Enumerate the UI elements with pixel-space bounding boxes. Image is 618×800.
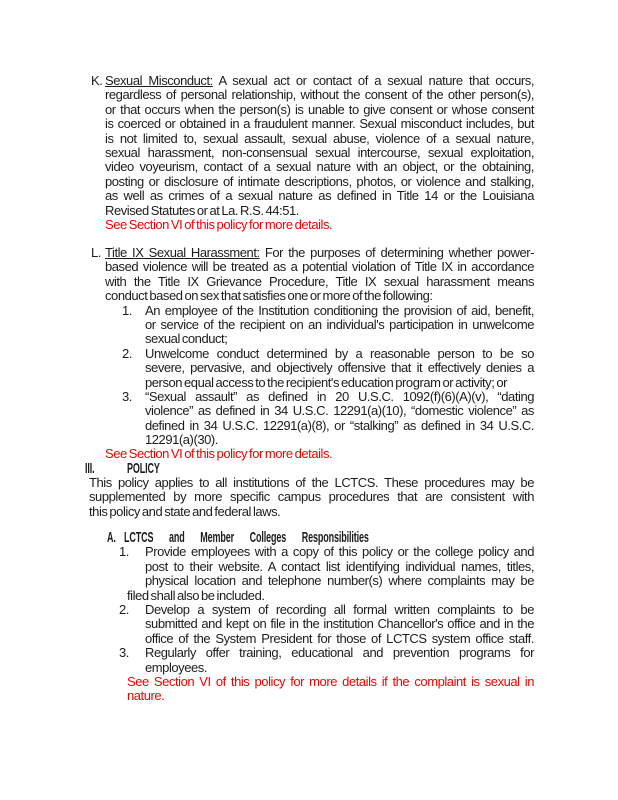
text-line: is coerced or obtained in a fraudulent manner. Sexual misconduct includes, but (105, 116, 534, 132)
text-line: post to their website. A contact list identifying individual names, titles, (145, 558, 534, 574)
list-marker: 2. (119, 601, 129, 617)
text-line: 1. An employee of the Institution conditioning the provision of aid, benefit, (122, 302, 534, 318)
text-line: regardless of personal relationship, without the consent of the other person(s), (105, 87, 534, 103)
text-line: or that occurs when the person(s) is unable to give consent or whose consent (105, 101, 534, 117)
text-line: or service of the recipient on an individual's participation in unwelcome (145, 316, 534, 332)
list-marker: L. (91, 245, 101, 260)
section-l-title-ix-sexual-harassment (91, 245, 534, 462)
underlined-term: Title IX Sexual Harassment: (105, 245, 260, 260)
text-line: is not limited to, sexual assault, sexual abuse, violence of a sexual nature, (105, 130, 534, 146)
section-k-sexual-misconduct (91, 73, 535, 232)
text-line: submitted and kept on file in the institution Chancellor's office and in the (145, 616, 534, 632)
text-line: 12291(a)(30). (145, 432, 218, 448)
text-line: this policy and state and federal laws. (89, 503, 281, 519)
text-line: conduct based on sex that satisfies one or more of the following: (105, 288, 433, 304)
text-line: based violence will be treated as a potential violation of Title IX in accordance (105, 259, 534, 275)
note-line: nature. (127, 688, 165, 704)
text-line: defined in 34 U.S.C. 12291(a)(8), or “stalking” as defined in 34 U.S.C. (145, 417, 534, 433)
text-line: K. Sexual Misconduct: A sexual act or contact of a sexual nature that occurs, (91, 73, 535, 88)
note-line: See Section VI of this policy for more details if the complaint is sexual in (127, 673, 534, 689)
section-a-marker: A. (107, 529, 116, 546)
list-marker: 3. (122, 388, 132, 404)
text-line: Revised Statutes or at La. R.S. 44:51. (105, 202, 299, 218)
list-marker: 1. (119, 544, 129, 560)
text-line: filed shall also be included. (127, 587, 265, 603)
section-a-responsibilities (107, 531, 534, 704)
underlined-term: Sexual Misconduct: (105, 73, 213, 88)
note-line: See Section VI of this policy for more details. (105, 216, 333, 232)
text-line: severe, pervasive, and objectively offensive that it effectively denies a (145, 360, 534, 376)
section-iii-body (89, 476, 534, 519)
text-line: physical location and telephone number(s) where complaints may be (145, 573, 534, 589)
text-line: video voyeurism, contact of a sexual nature with an object, or the obtaining, (105, 159, 534, 175)
text-line: 3. “Sexual assault” as defined in 20 U.S.C. 1092(f)(6)(A)(v), “dating (122, 388, 534, 404)
text-line: 1. Provide employees with a copy of this policy or the college policy and (119, 544, 534, 560)
list-marker: 2. (122, 345, 132, 361)
text-line: office of the System President for those of LCTCS system office staff. (145, 630, 534, 646)
text-line: employees. (145, 659, 207, 675)
text-line: person equal access to the recipient's education program or activity; or (145, 374, 508, 390)
text-line: 2. Unwelcome conduct determined by a reasonable person to be so (122, 345, 534, 361)
section-a-heading-text: LCTCS and Member Colleges Responsibilities (124, 529, 369, 546)
text-line: 2. Develop a system of recording all formal written complaints to be (119, 601, 534, 617)
text-line: posting or disclosure of intimate descriptions, photos, or violence and stalking, (105, 173, 534, 189)
list-marker: 1. (122, 302, 132, 318)
list-marker: 3. (119, 645, 129, 661)
note-line: See Section VI of this policy for more details. (105, 446, 333, 462)
text-line: with the Title IX Grievance Procedure, Title IX sexual harassment means (105, 273, 534, 289)
list-marker: K. (91, 73, 103, 88)
text-line: sexual harassment, non-consensual sexual intercourse, sexual exploitation, (105, 144, 534, 160)
text-line: sexual conduct; (145, 331, 228, 347)
text-line: as well as crimes of a sexual nature as defined in Title 14 or the Louisiana (105, 188, 534, 204)
text-line: This policy applies to all institutions of the LCTCS. These procedures may be (89, 475, 534, 490)
section-iii-title: POLICY (127, 460, 160, 477)
text-line: supplemented by more specific campus procedures that are consistent with (89, 489, 534, 505)
text-line: violence” as defined in 34 U.S.C. 12291(a)(10), “domestic violence” as (145, 403, 534, 419)
section-iii-marker: III. (85, 460, 95, 477)
text-line: L. Title IX Sexual Harassment: For the purposes of determining whether power- (91, 245, 534, 260)
section-a-heading (107, 531, 534, 545)
text-line: 3. Regularly offer training, educational and prevention programs for (119, 645, 534, 661)
section-a-lines (107, 545, 534, 703)
